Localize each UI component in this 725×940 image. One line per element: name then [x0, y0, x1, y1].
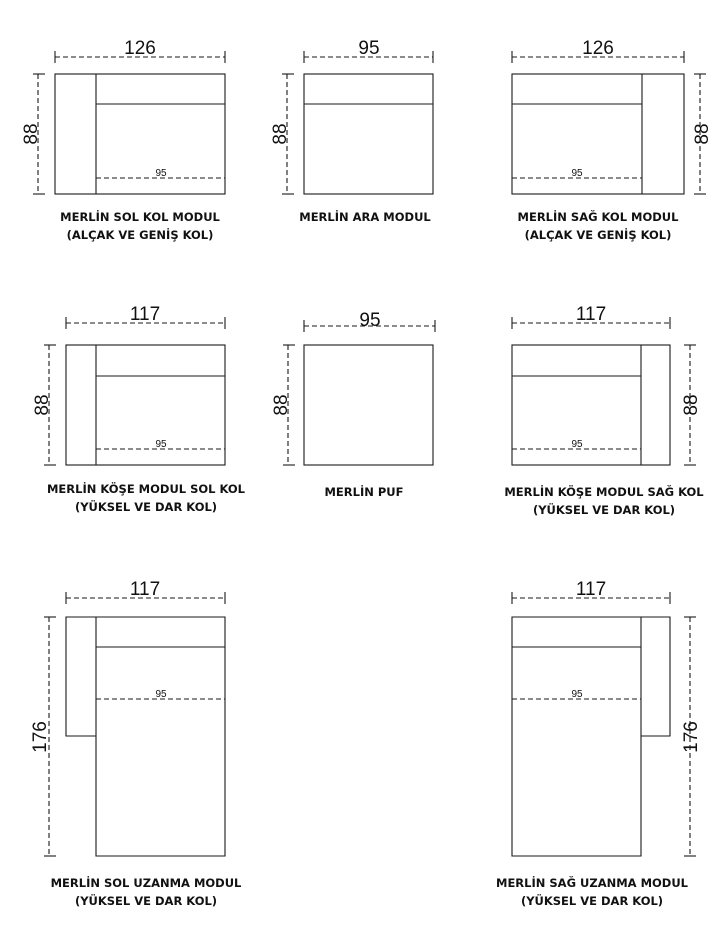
module-subtitle: (YÜKSEL VE DAR KOL)	[74, 894, 218, 908]
width-label: 117	[575, 304, 607, 325]
seat-depth-label: 95	[571, 168, 583, 179]
module-kose-sag-drawing	[512, 317, 696, 465]
module-subtitle: (ALÇAK VE GENİŞ KOL)	[524, 228, 672, 242]
module-outline	[55, 74, 225, 194]
module-title: MERLİN SOL UZANMA MODUL	[50, 876, 242, 890]
seat-depth-label: 95	[571, 439, 583, 450]
caption-kose-sag	[474, 483, 725, 519]
seat-depth-label: 95	[155, 168, 167, 179]
width-label: 117	[575, 579, 607, 600]
depth-label: 88	[270, 123, 291, 145]
module-subtitle: (YÜKSEL VE DAR KOL)	[532, 503, 676, 517]
width-label: 95	[359, 310, 381, 331]
module-outline	[512, 345, 670, 465]
seat-depth-label: 95	[155, 689, 167, 700]
module-outline	[304, 74, 433, 194]
depth-label: 176	[681, 721, 702, 753]
module-puf-drawing	[283, 320, 435, 465]
module-outline	[66, 345, 225, 465]
depth-label: 88	[692, 123, 713, 145]
module-outline	[512, 617, 670, 856]
module-sol-kol-drawing	[33, 51, 225, 194]
caption-uzanma-sol	[16, 874, 276, 910]
module-uzanma-sag-drawing	[512, 592, 696, 856]
caption-puf	[234, 483, 494, 501]
module-title: MERLİN PUF	[324, 485, 404, 499]
module-subtitle: (YÜKSEL VE DAR KOL)	[74, 500, 218, 514]
module-ara-drawing	[282, 51, 433, 194]
module-uzanma-sol-drawing	[44, 592, 225, 856]
module-outline	[66, 617, 225, 856]
module-title: MERLİN ARA MODUL	[299, 210, 431, 224]
depth-label: 88	[21, 123, 42, 145]
width-label: 95	[358, 38, 380, 59]
caption-sol-kol	[10, 208, 270, 244]
depth-label: 88	[681, 394, 702, 416]
module-title: MERLİN KÖŞE MODUL SAĞ KOL	[504, 485, 704, 499]
module-title: MERLİN SAĞ KOL MODUL	[517, 210, 679, 224]
width-label: 117	[129, 579, 161, 600]
width-label: 117	[129, 304, 161, 325]
module-title: MERLİN SOL KOL MODUL	[60, 210, 220, 224]
module-outline	[512, 74, 684, 194]
width-label: 126	[124, 38, 156, 59]
depth-label: 88	[271, 394, 292, 416]
module-subtitle: (ALÇAK VE GENİŞ KOL)	[66, 228, 214, 242]
caption-ara	[235, 208, 495, 226]
module-kose-sol-drawing	[44, 317, 225, 465]
module-sag-kol-drawing	[512, 51, 706, 194]
module-title: MERLİN KÖŞE MODUL SOL KOL	[46, 482, 246, 496]
depth-label: 88	[32, 394, 53, 416]
depth-label: 176	[30, 721, 51, 753]
module-subtitle: (YÜKSEL VE DAR KOL)	[520, 894, 664, 908]
module-title: MERLİN SAĞ UZANMA MODUL	[496, 876, 688, 890]
seat-depth-label: 95	[571, 689, 583, 700]
seat-depth-label: 95	[155, 439, 167, 450]
module-outline	[304, 345, 433, 465]
caption-uzanma-sag	[462, 874, 722, 910]
width-label: 126	[582, 38, 614, 59]
caption-sag-kol	[468, 208, 725, 244]
